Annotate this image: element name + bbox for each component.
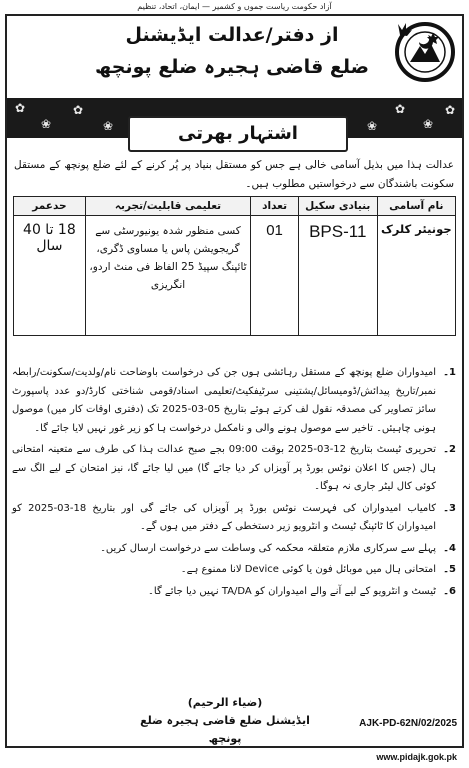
column-header: حدعمر	[14, 197, 86, 216]
item-number: 2۔	[443, 444, 456, 455]
list-item	[12, 540, 456, 559]
item-text: تحریری ٹیسٹ بتاریخ 12-03-2025 بوقت 09:00 بجے صبح عدالت ہذا کی طرف سے متعینہ امتحانی ہال (جس کا اعلان نوٹس بورڈ پر آویزاں کر دیا جائے گا) میں لیا جائے گا، نیز امتحان کے لیے الگ سے کوئی کال لیٹر جاری نہ ہوگا۔	[12, 444, 436, 492]
post-name-cell: جونیئر کلرک	[377, 216, 455, 336]
column-header: بنیادی سکیل	[298, 197, 377, 216]
office-subtitle: ضلع قاضی ہجیرہ ضلع پونچھ	[95, 56, 369, 78]
item-number: 1۔	[443, 367, 456, 378]
list-item	[12, 561, 456, 580]
top-strip-text: آزاد حکومت ریاست جموں و کشمیر — ایمان، اتحاد، تنظیم	[137, 2, 332, 11]
advertisement-heading: اشتہار بھرتی	[128, 116, 348, 152]
vacancy-table	[13, 196, 456, 336]
website-link[interactable]: www.pidajk.gok.pk	[376, 752, 457, 762]
flower-icon: ❀	[103, 119, 114, 133]
table-header-row	[14, 197, 456, 216]
qualification-cell: کسی منظور شدہ یونیورسٹی سے گریجویشن پاس یا مساوی ڈگری، ٹائپنگ سپیڈ 25 الفاظ فی منٹ اردو، انگریزی	[85, 216, 250, 336]
intro-paragraph: عدالت ہذا میں بذیل آسامی خالی ہے جس کو مستقل بنیاد پر پُر کرنے کے لئے ضلع پونچھ کے مستقل سکونت باشندگان سے درخواستیں مطلوب ہیں۔	[14, 159, 454, 190]
header	[7, 16, 462, 98]
flower-icon: ❀	[423, 117, 434, 131]
flower-icon: ✿	[73, 103, 84, 117]
list-item	[12, 441, 456, 497]
list-item	[12, 583, 456, 602]
count-cell: 01	[251, 216, 299, 336]
flower-icon: ✿	[15, 101, 26, 115]
table-row	[14, 216, 456, 336]
age-limit-cell: 18 تا 40 سال	[14, 216, 86, 336]
signature-block	[140, 694, 310, 748]
office-title: از دفتر/عدالت ایڈیشنل	[125, 24, 339, 46]
conditions-list	[12, 364, 456, 604]
signatory-name: (ضیاء الرحیم)	[187, 696, 263, 709]
flower-icon: ✿	[445, 103, 456, 117]
flower-icon: ✿	[395, 102, 406, 116]
column-header: تعداد	[251, 197, 299, 216]
reference-number: AJK-PD-62N/02/2025	[359, 718, 457, 729]
column-header: تعلیمی قابلیت/تجربہ	[85, 197, 250, 216]
flower-icon: ❀	[367, 119, 378, 133]
item-text: امتحانی ہال میں موبائل فون یا کوئی Device لانا ممنوع ہے۔	[180, 564, 436, 575]
item-text: ٹیسٹ و انٹرویو کے لیے آنے والے امیدواران کو TA/DA نہیں دیا جائے گا۔	[148, 585, 436, 597]
item-number: 4۔	[443, 542, 456, 554]
signatory-title: ایڈیشنل ضلع قاضی ہجیرہ ضلع پونچھ	[140, 714, 310, 745]
list-item	[12, 500, 456, 537]
item-text: امیدواران ضلع پونچھ کے مستقل رہائشی ہوں جن کی درخواست باوضاحت نام/ولدیت/سکونت/رابطہ نمبر/تاریخ پیدائش/ڈومیسائل/پشتینی سرٹیفکیٹ/تعلیمی اسناد/قومی شناختی کارڈ/دو عدد پاسپورٹ سائز تصاویر کی مصدقہ نقول لف کرتے ہوئے بتاریخ 05-03-2025 تک (دفتری اوقات کار میں) موصول ہونی چاہیئں۔ تاخیر سے موصول ہونے والی و نامکمل درخواست ہا کو زیر غور نہیں لایا جائے گا۔	[12, 367, 436, 434]
item-text: کامیاب امیدواران کی فہرست نوٹس بورڈ پر آویزاں کی جائے گی اور بتاریخ 18-03-2025 کو امیدواران کا ٹائپنگ ٹیسٹ و انٹرویو زیر دستخطی کے دفتر میں ہوں گے۔	[12, 502, 436, 532]
scale-cell: BPS-11	[298, 216, 377, 336]
item-number: 5۔	[443, 564, 456, 575]
item-number: 3۔	[443, 502, 456, 514]
ajk-seal-icon	[392, 18, 458, 90]
item-number: 6۔	[443, 585, 456, 597]
flower-icon: ❀	[41, 117, 52, 131]
column-header: نام آسامی	[377, 197, 455, 216]
list-item	[12, 364, 456, 438]
item-text: پہلے سے سرکاری ملازم متعلقہ محکمہ کی وساطت سے درخواست ارسال کریں۔	[100, 542, 436, 554]
